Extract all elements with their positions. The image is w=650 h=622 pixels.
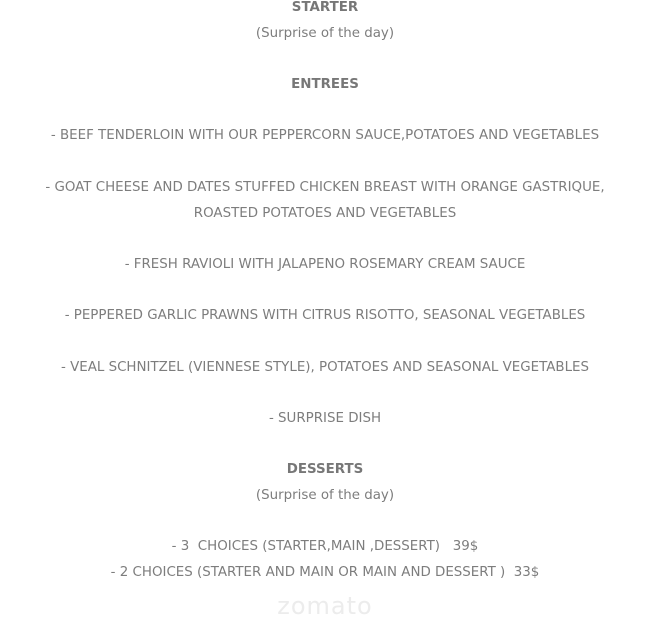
- starter-heading: STARTER: [291, 0, 359, 15]
- desserts-heading: DESSERTS: [286, 462, 364, 478]
- entree-item: - FRESH RAVIOLI WITH JALAPENO ROSEMARY CREAM SAUCE: [124, 256, 526, 272]
- entree-item: - GOAT CHEESE AND DATES STUFFED CHICKEN BREAST WITH ORANGE GASTRIQUE,: [45, 179, 605, 195]
- entree-item: - VEAL SCHNITZEL (VIENNESE STYLE), POTATOES AND SEASONAL VEGETABLES: [61, 359, 589, 375]
- entree-item: - SURPRISE DISH: [268, 411, 382, 426]
- entree-item: - PEPPERED GARLIC PRAWNS WITH CITRUS RISOTTO, SEASONAL VEGETABLES: [64, 308, 586, 324]
- starter-note: (Surprise of the day): [255, 25, 395, 41]
- watermark: zomato: [277, 592, 373, 620]
- desserts-note: (Surprise of the day): [255, 488, 395, 504]
- entrees-heading: ENTREES: [291, 77, 359, 93]
- price-option: - 3 CHOICES (STARTER,MAIN ,DESSERT) 39$: [171, 539, 479, 555]
- entree-item: - BEEF TENDERLOIN WITH OUR PEPPERCORN SAUCE,POTATOES AND VEGETABLES: [50, 128, 600, 144]
- entree-item-continued: ROASTED POTATOES AND VEGETABLES: [193, 205, 457, 221]
- price-option: - 2 CHOICES (STARTER AND MAIN OR MAIN AND DESSERT ) 33$: [110, 565, 540, 581]
